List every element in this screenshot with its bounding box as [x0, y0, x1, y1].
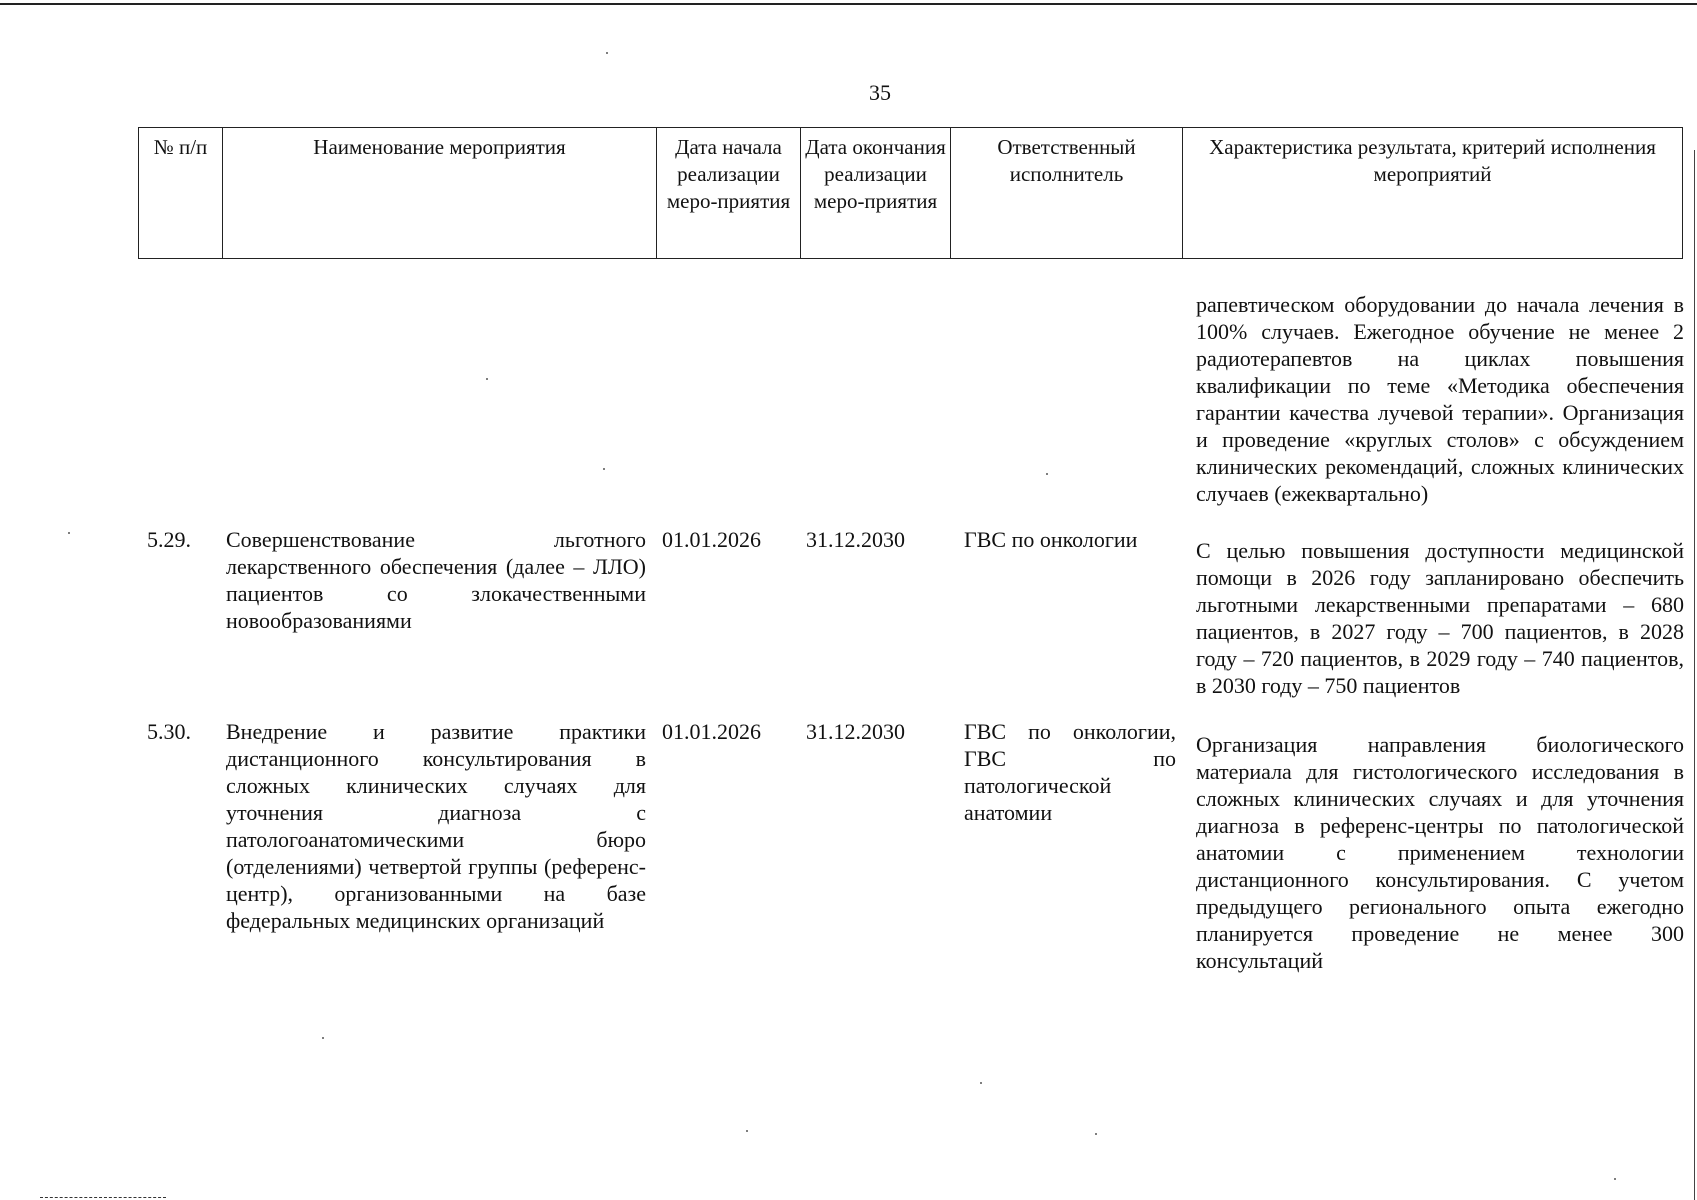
scan-speck: [606, 52, 608, 54]
scan-speck: [603, 468, 605, 470]
header-end-date: Дата окончания реализации меро-приятия: [801, 128, 951, 259]
scan-speck: [486, 378, 488, 380]
scan-speck: [322, 1037, 324, 1039]
row-start-date: 01.01.2026: [662, 527, 761, 552]
row-name: Внедрение и развитие практики дистанционного консультирования в сложных клинических случаях для уточнения диагноза с патологоанатомическими бюро (отделениями) четвертой группы (референс-центр), организованными на базе федеральных медицинских организаций: [226, 719, 646, 933]
header-name: Наименование мероприятия: [223, 128, 657, 259]
row-responsible: ГВС по онкологии, ГВС по патологической анатомии: [964, 719, 1176, 825]
row-characteristic: Организация направления биологического материала для гистологического исследования в сложных клинических случаях и для уточнения диагноза в референс-центры по патологической анатомии с применением технологии дистанционного консультирования. С учетом предыдущего регионального опыта ежегодно планируется проведение не менее 300 консультаций: [1196, 732, 1684, 973]
continuation-characteristic: рапевтическом оборудовании до начала лечения в 100% случаев. Ежегодное обучение не менее 2 радиотерапевтов на циклах повышения квалификации по теме «Методика обеспечения гарантии качества лучевой терапии». Организация и проведение «круглых столов» с обсуждением клинических рекомендаций, сложных клинических случаев (ежеквартально): [1196, 292, 1684, 506]
header-responsible: Ответственный исполнитель: [951, 128, 1183, 259]
row-responsible: ГВС по онкологии: [964, 527, 1138, 552]
scan-speck: [68, 532, 70, 534]
page-number: 35: [869, 80, 891, 105]
scan-speck: [980, 1082, 982, 1084]
header-characteristic: Характеристика результата, критерий исполнения мероприятий: [1183, 128, 1683, 259]
row-start-date: 01.01.2026: [662, 719, 761, 744]
row-characteristic: С целью повышения доступности медицинской помощи в 2026 году запланировано обеспечить льготными лекарственными препаратами – 680 пациентов, в 2027 году – 700 пациентов, в 2028 году – 720 пациентов, в 2029 году – 740 пациентов, в 2030 году – 750 пациентов: [1196, 538, 1684, 698]
footnote-separator: [40, 1197, 166, 1198]
row-end-date: 31.12.2030: [806, 719, 905, 744]
header-start-date: Дата начала реализации меро-приятия: [657, 128, 801, 259]
page-top-border: [0, 3, 1697, 5]
scan-speck: [1614, 1178, 1616, 1180]
row-number: 5.30.: [147, 719, 191, 744]
row-number: 5.29.: [147, 527, 191, 552]
row-end-date: 31.12.2030: [806, 527, 905, 552]
table-header-row: [139, 128, 1683, 259]
scan-speck: [746, 1130, 748, 1132]
header-num: № п/п: [139, 128, 223, 259]
row-name: Совершенствование льготного лекарственного обеспечения (далее – ЛЛО) пациентов со злокачественными новообразованиями: [226, 527, 646, 633]
scan-edge-line: [1694, 150, 1695, 1200]
table-header: [138, 127, 1683, 259]
scan-speck: [1046, 473, 1048, 475]
scan-speck: [1095, 1133, 1097, 1135]
